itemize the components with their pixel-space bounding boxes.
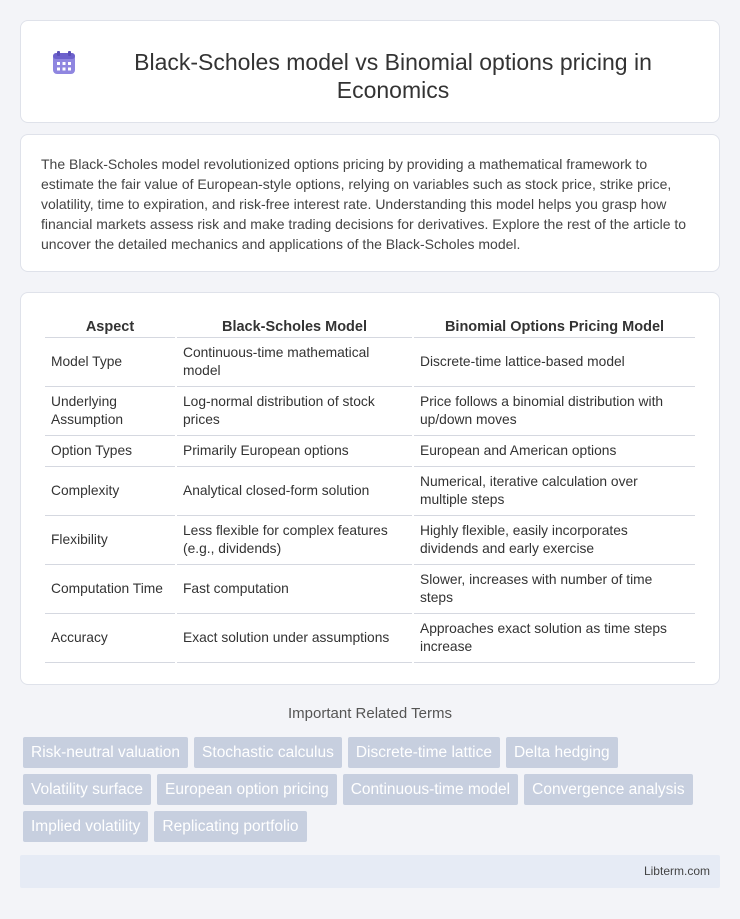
header-binomial: Binomial Options Pricing Model	[414, 315, 695, 338]
tag-implied-volatility[interactable]: Implied volatility	[23, 811, 148, 842]
header-black-scholes: Black-Scholes Model	[177, 315, 412, 338]
tag-delta-hedging[interactable]: Delta hedging	[506, 737, 618, 768]
tag-convergence-analysis[interactable]: Convergence analysis	[524, 774, 693, 805]
related-terms-list	[23, 737, 723, 848]
row-black-scholes: Log-normal distribution of stock prices	[177, 387, 412, 436]
table-row	[45, 614, 695, 663]
row-binomial: European and American options	[414, 436, 695, 467]
row-black-scholes: Less flexible for complex features (e.g., dividends)	[177, 516, 412, 565]
title-row	[21, 21, 719, 104]
header-aspect: Aspect	[45, 315, 175, 338]
row-aspect: Model Type	[45, 338, 175, 387]
row-aspect: Option Types	[45, 436, 175, 467]
page-title: Black-Scholes model vs Binomial options pricing in Economics	[134, 49, 652, 103]
table-row	[45, 387, 695, 436]
row-binomial: Highly flexible, easily incorporates dividends and early exercise	[414, 516, 695, 565]
table-row	[45, 516, 695, 565]
comparison-table	[43, 315, 697, 663]
related-terms-heading: Important Related Terms	[288, 705, 452, 722]
tag-continuous-time-model[interactable]: Continuous-time model	[343, 774, 518, 805]
row-binomial: Discrete-time lattice-based model	[414, 338, 695, 387]
row-black-scholes: Primarily European options	[177, 436, 412, 467]
tag-risk-neutral-valuation[interactable]: Risk-neutral valuation	[23, 737, 188, 768]
tag-stochastic-calculus[interactable]: Stochastic calculus	[194, 737, 342, 768]
row-binomial: Slower, increases with number of time steps	[414, 565, 695, 614]
tag-volatility-surface[interactable]: Volatility surface	[23, 774, 151, 805]
table-row	[45, 338, 695, 387]
row-black-scholes: Fast computation	[177, 565, 412, 614]
footer	[20, 855, 720, 888]
row-binomial: Numerical, iterative calculation over multiple steps	[414, 467, 695, 516]
intro-paragraph: The Black-Scholes model revolutionized options pricing by providing a mathematical framework to estimate the fair value of European-style options, relying on variables such as stock price, strike price, volatility, time to expiration, and risk-free interest rate. Understanding this model helps you grasp how financial markets assess risk and make trading decisions for derivatives. Explore the rest of the article to uncover the detailed mechanics and applications of the Black-Scholes model.	[41, 156, 687, 252]
row-binomial: Price follows a binomial distribution with up/down moves	[414, 387, 695, 436]
table-row	[45, 565, 695, 614]
row-binomial: Approaches exact solution as time steps increase	[414, 614, 695, 663]
title-card	[20, 20, 720, 123]
footer-site-link[interactable]: Libterm.com	[643, 864, 710, 878]
row-black-scholes: Continuous-time mathematical model	[177, 338, 412, 387]
row-aspect: Underlying Assumption	[45, 387, 175, 436]
row-aspect: Complexity	[45, 467, 175, 516]
row-black-scholes: Analytical closed-form solution	[177, 467, 412, 516]
row-black-scholes: Exact solution under assumptions	[177, 614, 412, 663]
table-row	[45, 436, 695, 467]
tag-discrete-time-lattice[interactable]: Discrete-time lattice	[348, 737, 500, 768]
row-aspect: Computation Time	[45, 565, 175, 614]
tag-european-option-pricing[interactable]: European option pricing	[157, 774, 337, 805]
comparison-card	[20, 292, 720, 685]
table-header-row	[45, 315, 695, 338]
row-aspect: Accuracy	[45, 614, 175, 663]
table-row	[45, 467, 695, 516]
calendar-icon	[51, 50, 77, 76]
intro-card	[20, 134, 720, 272]
tag-replicating-portfolio[interactable]: Replicating portfolio	[154, 811, 306, 842]
row-aspect: Flexibility	[45, 516, 175, 565]
